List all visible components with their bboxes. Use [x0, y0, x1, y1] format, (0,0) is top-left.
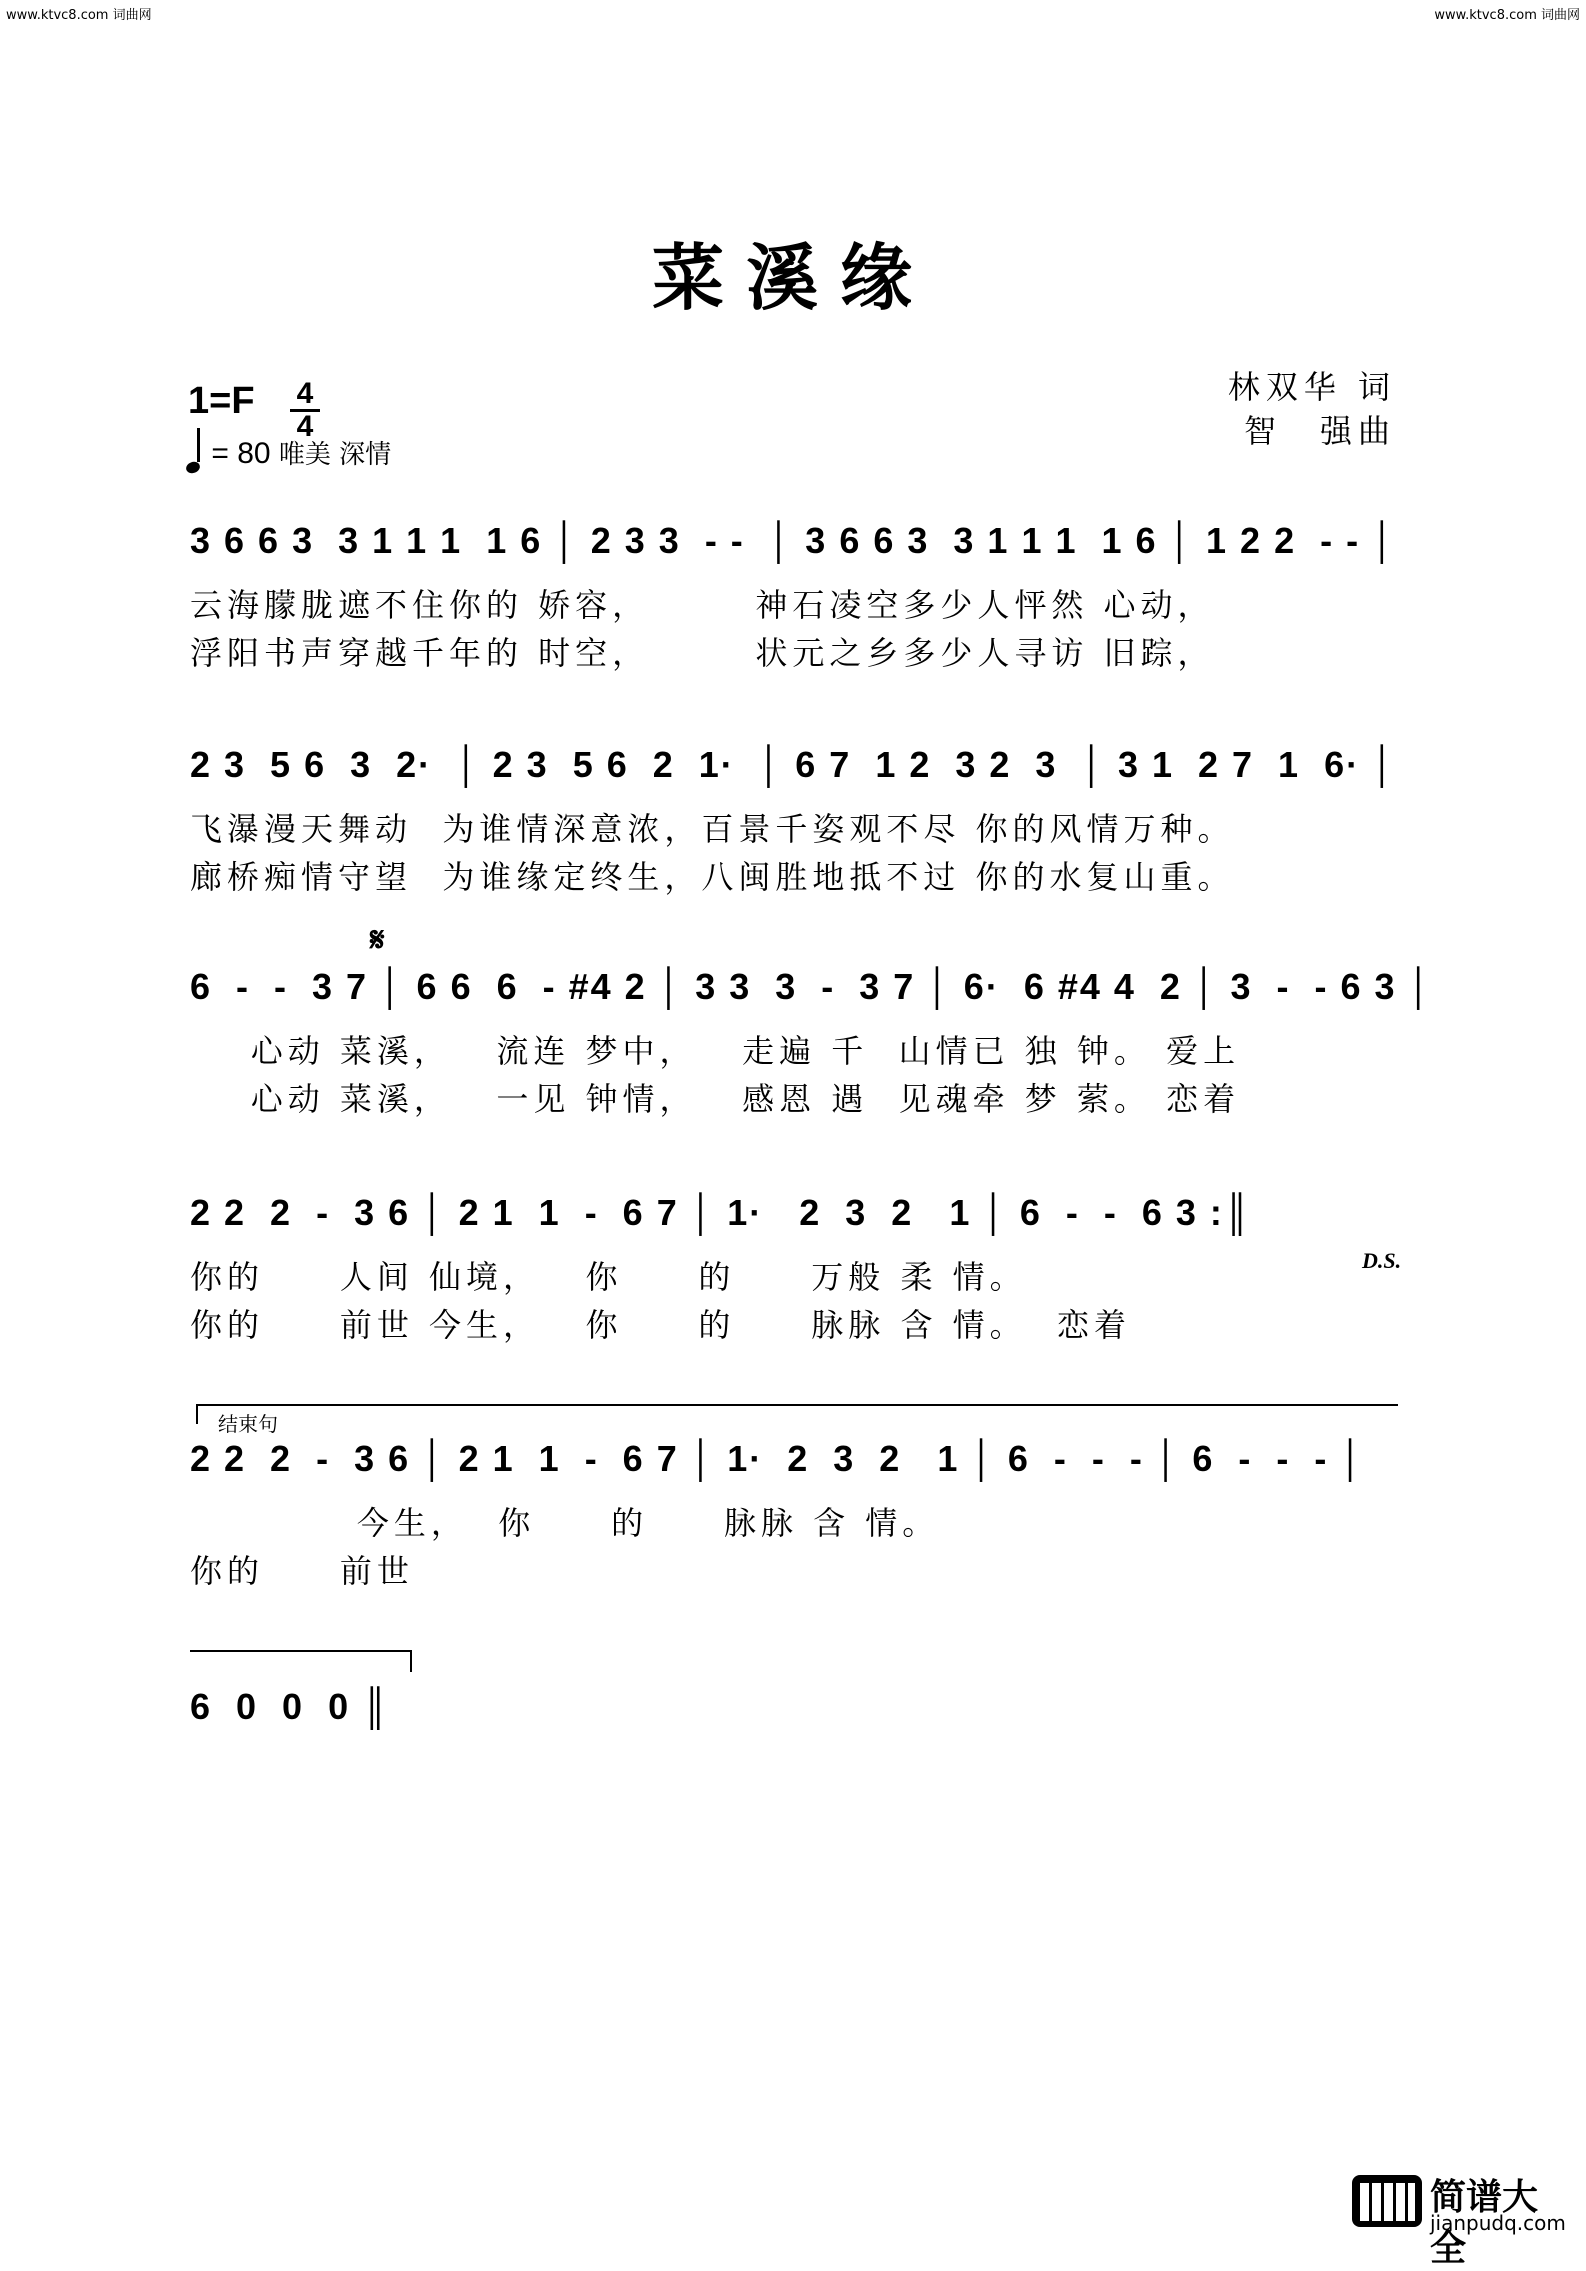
dal-segno-marking: D.S.: [1362, 1248, 1402, 1273]
site-logo: [1350, 2169, 1570, 2269]
watermark-right: www.ktvc8.com 词曲网: [1434, 8, 1580, 23]
segno-sign: 𝄋: [370, 920, 385, 960]
system-3-notes: 6 - - 3 7 │ 6 6 6 - #4 2 │ 3 3 3 - 3 7 │ 6· 6 #4 4 2 │ 3 - - 6 3 │: [190, 966, 1433, 1007]
key-signature: 1=F: [188, 380, 255, 422]
logo-brand: 简谱大全: [1430, 2177, 1539, 2269]
tempo-marking: [186, 434, 391, 471]
quarter-note-stem: [197, 428, 200, 462]
system-2-lyric-1: 飞瀑漫天舞动 为谁情深意浓，百景千姿观不尽 你的风情万种。: [190, 810, 1235, 848]
system-1-notes: 3 6 6 3 3 1 1 1 1 6 │ 2 3 3 - - │ 3 6 6 3 3 1 1 1 1 6 │ 1 2 2 - - │: [190, 520, 1397, 561]
time-signature-bottom: 4: [296, 410, 314, 443]
system-1-lyric-1: 云海朦胧遮不住你的 娇容， 神石凌空多少人怦然 心动，: [190, 586, 1215, 624]
system-5-notes: 2 2 2 - 3 6 │ 2 1 1 - 6 7 │ 1· 2 3 2 1 │ 6 - - - │ 6 - - - │: [190, 1438, 1365, 1479]
system-3-lyric-1: 心动 菜溪， 流连 梦中， 走遍 千 山情已 独 钟。 爱上: [190, 1032, 1241, 1070]
system-5-lyric-2: 你的 前世: [190, 1552, 414, 1590]
time-signature: [290, 377, 320, 443]
watermark-left: www.ktvc8.com 词曲网: [6, 8, 152, 23]
system-4-lyric-1: 你的 人间 仙境， 你 的 万般 柔 情。: [190, 1258, 1027, 1296]
tempo-value: = 80: [211, 437, 271, 470]
ending-bracket: [196, 1404, 1398, 1424]
system-4-notes: 2 2 2 - 3 6 │ 2 1 1 - 6 7 │ 1· 2 3 2 1 │ 6 - - 6 3 :║: [190, 1192, 1252, 1233]
tempo-style: 唯美 深情: [278, 440, 392, 470]
system-1-lyric-2: 浮阳书声穿越千年的 时空， 状元之乡多少人寻访 旧踪，: [190, 634, 1215, 672]
logo-url: jianpudq.com: [1430, 2211, 1566, 2235]
lyricist-credit: 林双华 词: [1227, 368, 1396, 406]
system-2-lyric-2: 廊桥痴情守望 为谁缘定终生，八闽胜地抵不过 你的水复山重。: [190, 858, 1235, 896]
final-bracket: [190, 1650, 412, 1672]
ending-label: 结束句: [218, 1412, 278, 1436]
system-6-notes: 6 0 0 0 ║: [190, 1686, 390, 1727]
song-title: 菜溪缘: [651, 235, 934, 320]
quarter-note-icon: [185, 460, 202, 475]
system-2-notes: 2 3 5 6 3 2· │ 2 3 5 6 2 1· │ 6 7 1 2 3 2 3 │ 3 1 2 7 1 6· │: [190, 744, 1397, 785]
system-4-lyric-2: 你的 前世 今生， 你 的 脉脉 含 情。 恋着: [190, 1306, 1131, 1344]
composer-credit: 智 强曲: [1243, 412, 1396, 450]
system-3-lyric-2: 心动 菜溪， 一见 钟情， 感恩 遇 见魂牵 梦 萦。 恋着: [190, 1080, 1241, 1118]
system-5-lyric-1: 今生， 你 的 脉脉 含 情。: [190, 1504, 940, 1542]
piano-keys-icon: [1350, 2169, 1426, 2233]
time-signature-top: 4: [296, 377, 314, 410]
